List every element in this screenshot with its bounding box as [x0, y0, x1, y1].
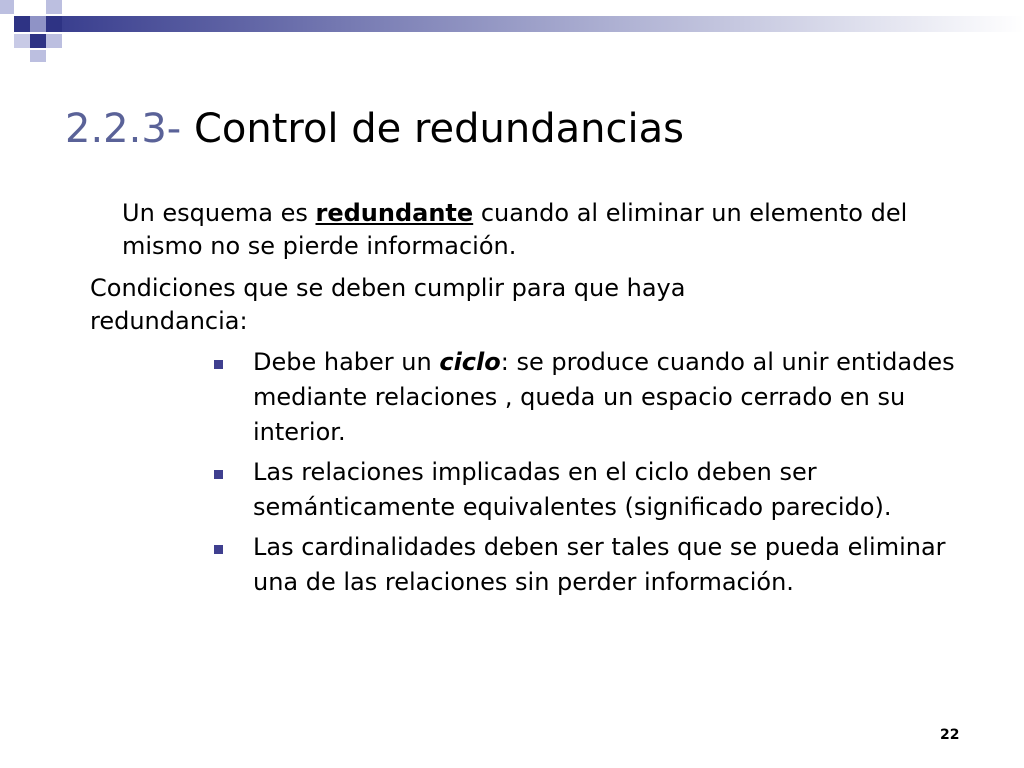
- bullet-text-after: : se produce cuando al unir entidades mediante relaciones , queda un espacio cerrado en su interior.: [253, 348, 955, 446]
- square-bullet-icon: [214, 470, 223, 479]
- title-text: Control de redundancias: [193, 106, 684, 152]
- list-item: [210, 345, 970, 450]
- header-decoration: [0, 0, 1024, 70]
- square-bullet-icon: [214, 545, 223, 554]
- intro-paragraph: [122, 197, 922, 263]
- title-number: 2.2.3-: [65, 106, 182, 152]
- bullet-text-before: Debe haber un: [253, 348, 440, 376]
- bullet-text: Las relaciones implicadas en el ciclo deben ser semánticamente equivalentes (significado parecido).: [253, 458, 892, 521]
- conditions-heading: Condiciones que se deben cumplir para que haya redundancia:: [90, 274, 686, 335]
- bullet-keyword: ciclo: [439, 348, 501, 376]
- intro-keyword: redundante: [315, 199, 474, 227]
- list-item: [210, 455, 970, 525]
- square-bullet-icon: [214, 360, 223, 369]
- list-item: [210, 530, 970, 600]
- bullet-text: Las cardinalidades deben ser tales que se pueda eliminar una de las relaciones sin perder información.: [253, 533, 946, 596]
- intro-text-before: Un esquema es: [122, 199, 316, 227]
- page-number: 22: [940, 727, 960, 743]
- slide-title: [65, 103, 684, 155]
- header-bar-graphic: [0, 0, 1024, 70]
- conditions-list: [210, 345, 970, 605]
- intro-text-after: cuando al eliminar un elemento del mismo no se pierde información.: [122, 199, 908, 260]
